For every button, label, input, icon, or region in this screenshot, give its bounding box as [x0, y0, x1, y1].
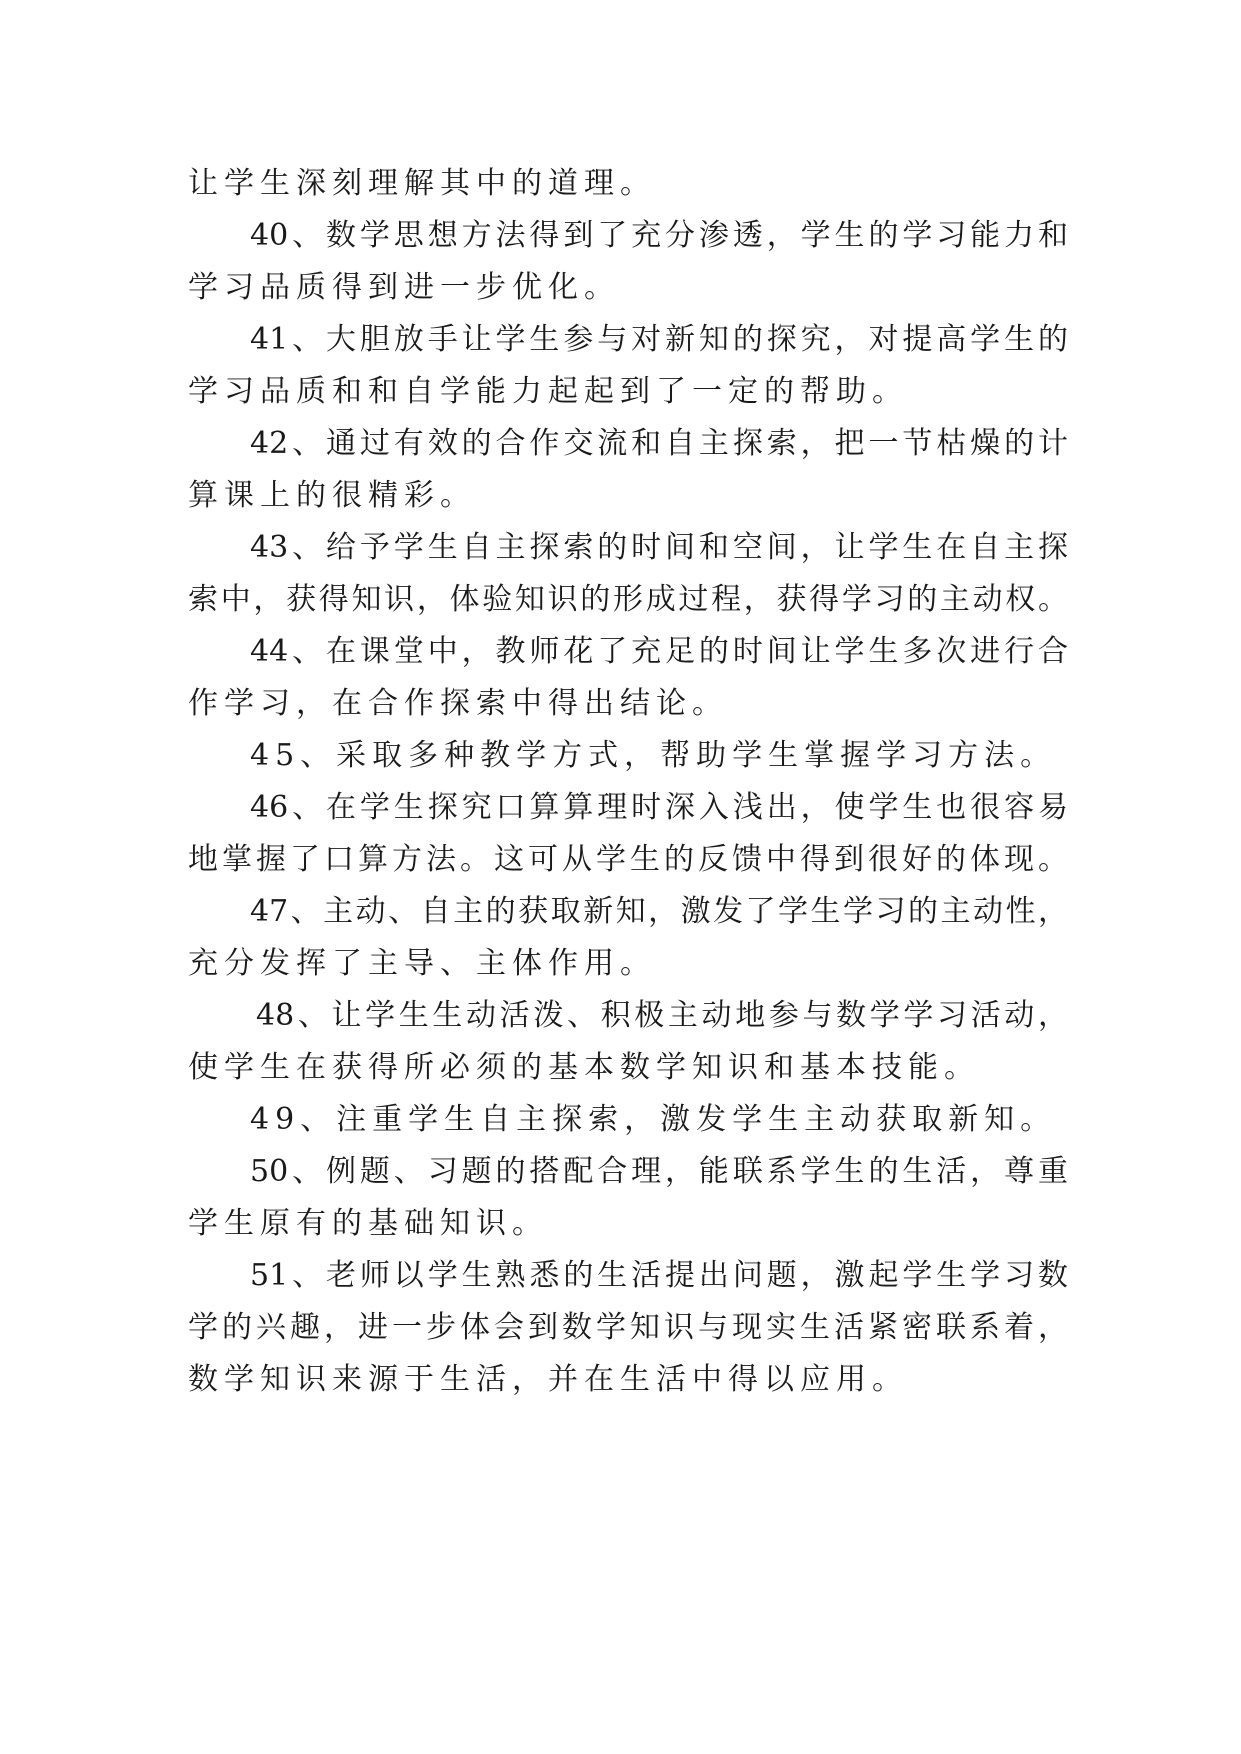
- paragraph-44-line-2: 作学习，在合作探索中得出结论。: [188, 686, 728, 721]
- paragraph-47-line-2: 充分发挥了主导、主体作用。: [188, 946, 656, 981]
- paragraph-45-line-1: 45、采取多种教学方式，帮助学生掌握学习方法。: [250, 738, 1057, 773]
- paragraph-50-line-2: 学生原有的基础知识。: [188, 1206, 548, 1241]
- paragraph-51-line-1: 51、老师以学生熟悉的生活提出问题，激起学生学习数: [250, 1258, 1068, 1293]
- paragraph-42-line-2: 算课上的很精彩。: [188, 478, 476, 513]
- paragraph-46-line-1: 46、在学生探究口算算理时深入浅出，使学生也很容易: [250, 790, 1068, 825]
- paragraph-40-line-2: 学习品质得到进一步优化。: [188, 270, 620, 305]
- paragraph-48-line-2: 使学生在获得所必须的基本数学知识和基本技能。: [188, 1050, 980, 1085]
- paragraph-42-line-1: 42、通过有效的合作交流和自主探索，把一节枯燥的计: [250, 426, 1068, 461]
- paragraph-43-line-1: 43、给予学生自主探索的时间和空间，让学生在自主探: [250, 530, 1068, 565]
- paragraph-46-line-2: 地掌握了口算方法。这可从学生的反馈中得到很好的体现。: [188, 842, 1068, 877]
- paragraph-line: 让学生深刻理解其中的道理。: [188, 166, 656, 201]
- paragraph-50-line-1: 50、例题、习题的搭配合理，能联系学生的生活，尊重: [250, 1154, 1068, 1189]
- paragraph-49-line-1: 49、注重学生自主探索，激发学生主动获取新知。: [250, 1102, 1057, 1137]
- paragraph-44-line-1: 44、在课堂中，教师花了充足的时间让学生多次进行合: [250, 634, 1068, 669]
- paragraph-51-line-2: 学的兴趣，进一步体会到数学知识与现实生活紧密联系着，: [188, 1310, 1068, 1345]
- paragraph-41-line-1: 41、大胆放手让学生参与对新知的探究，对提高学生的: [250, 322, 1068, 357]
- paragraph-51-line-3: 数学知识来源于生活，并在生活中得以应用。: [188, 1362, 908, 1397]
- paragraph-48-line-1: 48、让学生生动活泼、积极主动地参与数学学习活动，: [256, 998, 1068, 1033]
- paragraph-47-line-1: 47、主动、自主的获取新知，激发了学生学习的主动性，: [250, 894, 1068, 929]
- paragraph-43-line-2: 索中，获得知识，体验知识的形成过程，获得学习的主动权。: [188, 582, 1068, 617]
- paragraph-41-line-2: 学习品质和和自学能力起起到了一定的帮助。: [188, 374, 908, 409]
- paragraph-40-line-1: 40、数学思想方法得到了充分渗透，学生的学习能力和: [250, 218, 1068, 253]
